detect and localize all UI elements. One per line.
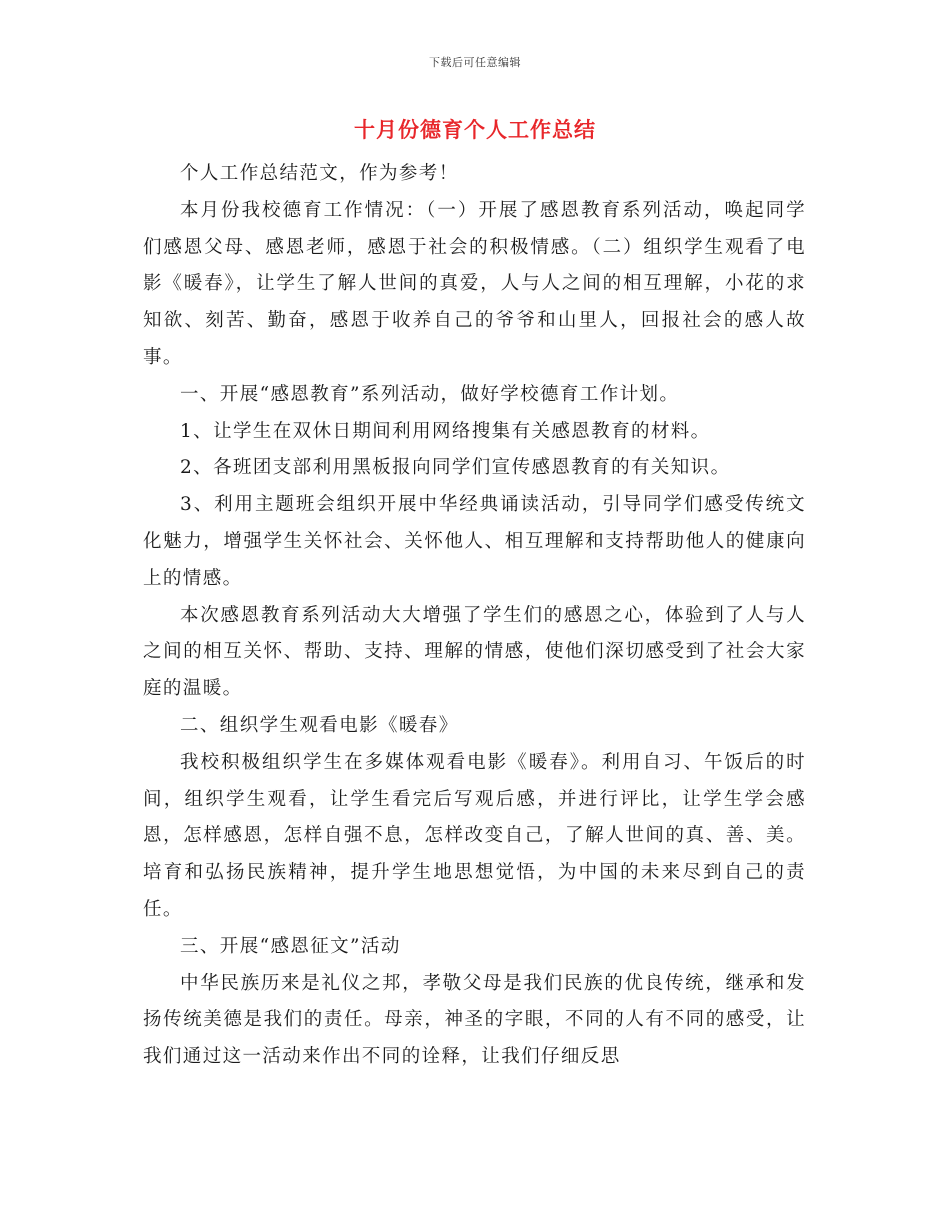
- paragraph-movie: 我校积极组织学生在多媒体观看电影《暖春》。利用自习、午饭后的时间，组织学生观看，让学生看完后写观后感，并进行评比，让学生学会感恩，怎样感恩，怎样自强不息，怎样改变自己，了解人世间的真、善、美。培育和弘扬民族精神，提升学生地思想觉悟，为中国的未来尽到自己的责任。: [143, 751, 806, 920]
- paragraph-essay: 中华民族历来是礼仪之邦，孝敬父母是我们民族的优良传统，继承和发扬传统美德是我们的责任。母亲，神圣的字眼，不同的人有不同的感受，让我们通过这一活动来作出不同的诠释，让我们仔细反思: [143, 972, 806, 1068]
- paragraph-overview: 本月份我校德育工作情况：（一）开展了感恩教育系列活动，唤起同学们感恩父母、感恩老师，感恩于社会的积极情感。（二）组织学生观看了电影《暖春》，让学生了解人世间的真爱，人与人之间的相互理解，小花的求知欲、刻苦、勤奋，感恩于收养自己的爷爷和山里人，回报社会的感人故事。: [143, 199, 806, 368]
- paragraph-summary: 本次感恩教育系列活动大大增强了学生们的感恩之心，体验到了人与人之间的相互关怀、帮助、支持、理解的情感，使他们深切感受到了社会大家庭的温暖。: [143, 604, 806, 700]
- section-heading-1: 一、开展“感恩教育”系列活动，做好学校德育工作计划。: [180, 383, 680, 405]
- document-title: 十月份德育个人工作总结: [354, 118, 596, 142]
- paragraph-intro: 个人工作总结范文，作为参考！: [180, 163, 459, 184]
- section-heading-3: 三、开展“感恩征文”活动: [180, 935, 401, 957]
- list-item: 2、各班团支部利用黑板报向同学们宣传感恩教育的有关知识。: [180, 457, 731, 479]
- list-item: 3、利用主题班会组织开展中华经典诵读活动，引导同学们感受传统文化魅力，增强学生关怀社会、关怀他人、相互理解和支持帮助他人的健康向上的情感。: [143, 494, 806, 589]
- list-item: 1、让学生在双休日期间利用网络搜集有关感恩教育的材料。: [180, 420, 711, 442]
- section-heading-2: 二、组织学生观看电影《暖春》: [180, 714, 459, 736]
- header-note: 下载后可任意编辑: [429, 56, 521, 69]
- document-body: [143, 156, 806, 1076]
